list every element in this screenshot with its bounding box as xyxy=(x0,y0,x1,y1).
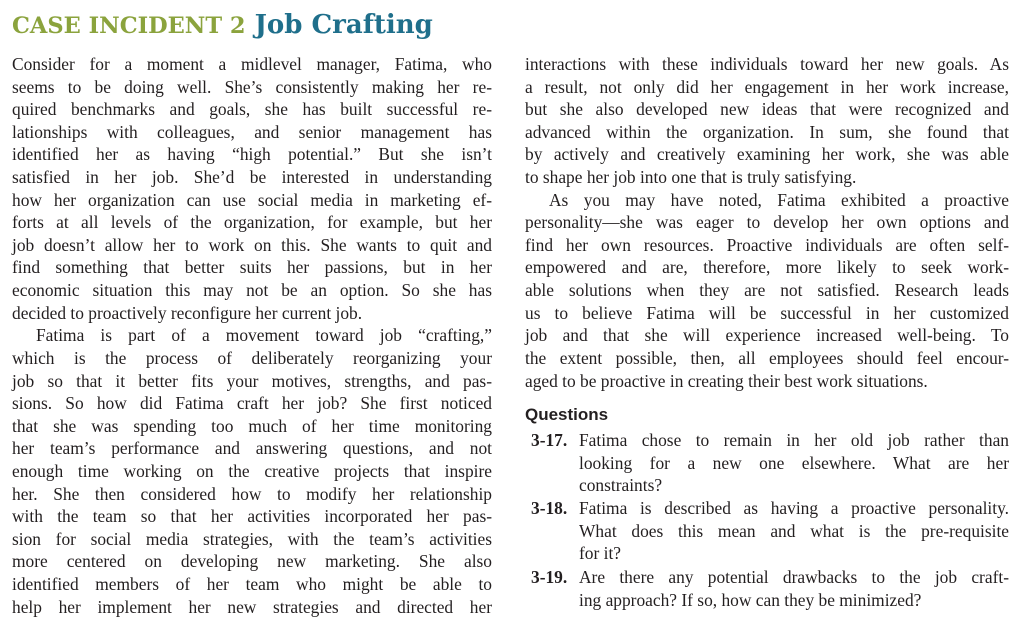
text-line: interactions with these individuals toward her new goals. As xyxy=(525,54,1009,74)
text-line: seems to be doing well. She’s consistently making her re- xyxy=(12,76,492,97)
text-line: but she also developed new ideas that were recognized and xyxy=(525,99,1009,120)
text-line: able solutions when they are not satisfied. Research leads xyxy=(525,280,1009,301)
text-line: advanced within the organization. In sum, she found that xyxy=(525,121,1009,142)
text-line: enough time working on the creative projects that inspire xyxy=(12,460,492,481)
text-line: job doesn’t allow her to work on this. She wants to quit and xyxy=(12,234,492,255)
text-line: quired benchmarks and goals, she has built successful re- xyxy=(12,99,492,120)
text-line: how her organization can use social media in marketing ef- xyxy=(12,189,492,210)
question-number: 3-17. xyxy=(531,430,568,450)
question-text xyxy=(579,566,1009,611)
text-line: identified her as having “high potential.” But she isn’t xyxy=(12,144,492,165)
question-number: 3-18. xyxy=(531,498,568,518)
text-line: find something that better suits her passions, but in her xyxy=(12,257,492,278)
question-text xyxy=(579,497,1009,565)
text-line: satisfied in her job. She’d be interested in understanding xyxy=(12,167,492,188)
text-line: her team’s performance and answering questions, and not xyxy=(12,438,492,459)
text-line: As you may have noted, Fatima exhibited a proactive xyxy=(549,189,1009,210)
text-line: the extent possible, then, all employees should feel encour- xyxy=(525,347,1009,368)
text-line: empowered and are, therefore, more likely to seek work- xyxy=(525,257,1009,278)
text-line: to shape her job into one that is truly satisfying. xyxy=(525,167,857,188)
text-line: economic situation this may not be an option. So she has xyxy=(12,280,492,301)
left-column xyxy=(12,53,492,618)
question-line: for it? xyxy=(579,543,622,564)
text-line: by actively and creatively examining her work, she was able xyxy=(525,144,1009,165)
case-label: CASE INCIDENT 2 xyxy=(12,13,246,39)
question-line: Fatima chose to remain in her old job rather than xyxy=(579,430,1009,450)
text-line: find her own resources. Proactive individuals are often self- xyxy=(525,234,1009,255)
question-text xyxy=(579,429,1009,497)
case-title: Job Crafting xyxy=(254,10,433,40)
text-line: help her implement her new strategies and directed her xyxy=(12,596,492,617)
text-line: more centered on developing new marketing. She also xyxy=(12,551,492,572)
question-number: 3-19. xyxy=(531,567,568,587)
text-line: with the team so that her activities incorporated her pas- xyxy=(12,506,492,527)
text-line: her. She then considered how to modify her relationship xyxy=(12,483,492,504)
question-line: ing approach? If so, how can they be minimized? xyxy=(579,589,922,610)
text-line: sion for social media strategies, with the team’s activities xyxy=(12,528,492,549)
question-line: looking for a new one elsewhere. What are her xyxy=(579,452,1009,473)
text-line: lationships with colleagues, and senior management has xyxy=(12,121,492,142)
question-line: Fatima is described as having a proactive personality. xyxy=(579,498,1009,518)
text-line: identified members of her team who might be able to xyxy=(12,574,492,595)
text-line: a result, not only did her engagement in her work increase, xyxy=(525,76,1009,97)
text-line: aged to be proactive in creating their best work situations. xyxy=(525,370,928,391)
text-line: Fatima is part of a movement toward job “crafting,” xyxy=(36,325,492,346)
case-heading xyxy=(12,10,433,46)
text-line: job and that she will experience increased well-being. To xyxy=(525,325,1009,346)
text-line: Consider for a moment a midlevel manager, Fatima, who xyxy=(12,54,492,74)
question-line: Are there any potential drawbacks to the job craft- xyxy=(579,567,1009,587)
text-line: us to believe Fatima will be successful in her customized xyxy=(525,302,1009,323)
questions-heading: Questions xyxy=(525,405,609,424)
text-line: which is the process of deliberately reorganizing your xyxy=(12,347,492,368)
text-line: job so that it better fits your motives, strengths, and pas- xyxy=(12,370,492,391)
text-line: forts at all levels of the organization, for example, but her xyxy=(12,212,492,233)
text-line: sions. So how did Fatima craft her job? She first noticed xyxy=(12,393,492,414)
question-line: What does this mean and what is the pre-requisite xyxy=(579,520,1009,541)
text-line: decided to proactively reconfigure her current job. xyxy=(12,302,363,323)
text-line: personality—she was eager to develop her own options and xyxy=(525,212,1009,233)
text-line: that she was spending too much of her time monitoring xyxy=(12,415,492,436)
right-column xyxy=(525,53,1009,392)
question-line: constraints? xyxy=(579,475,663,496)
